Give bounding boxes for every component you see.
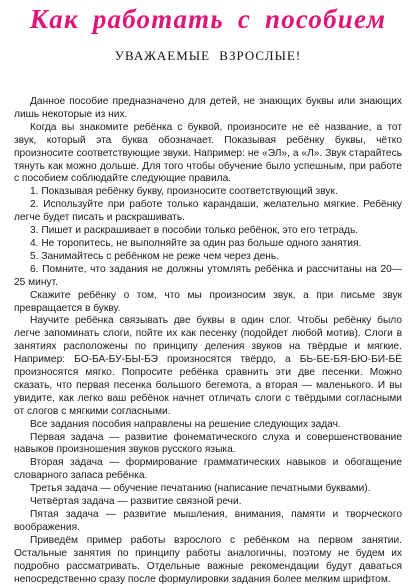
rule-item-1: 1. Показывая ребёнку букву, произносите соответствующий звук. [30, 186, 338, 198]
paragraph-tasks-intro: Все задания пособия направлены на решение следующих задач. [30, 418, 341, 430]
page [0, 4, 416, 585]
paragraph-example: Приведём пример работы взрослого с ребёнком на первом занятии. Остальные занятия по принципу работы аналогичны, поэтому не будем их подробно рассматривать. Отдельные важные рекомендации будут даваться непосредственно сразу после формулировки задания более мелким шрифтом. [14, 534, 402, 585]
paragraph-sound-letter: Скажите ребёнку о том, что мы произносим звук, а при письме звук превращается в букву. [14, 289, 402, 314]
task-4: Четвёртая задача — развитие связной речи. [30, 496, 242, 508]
page-title: Как работать с пособием [29, 4, 387, 34]
paragraph-syllables: Научите ребёнка связывать две буквы в один слог. Чтобы ребёнку было легче запоминать слоги, пойте их как песенку (подойдет любой мотив). Слоги в занятиях расположены по принципу деления звуков на твёрдые и мягкие. Например: БО-БА-БУ-БЫ-БЭ произносятся твёрдо, а БЬ-БЕ-БЯ-БЮ-БИ-БЁ произносятся мягко. Попросите ребёнка сравнить эти две песенки. Можно сказать, что первая песенка большого бегемота, а вторая — маленького. И вы увидите, как легко ваш ребёнок начнет отличать слоги с твёрдыми согласными от слогов с мягкими согласными. [14, 315, 402, 417]
paragraph-sounds: Когда вы знакомите ребёнка с буквой, произносите не её название, а тот звук, который эта буква обозначает. Показывая ребёнку буквы, чётко произносите соответствующие звуки. Например: не «ЭЛ», а «Л». Звук старайтесь тянуть как можно дольше. Для того чтобы обучение было успешным, при работе с пособием соблюдайте следующие правила. [14, 121, 402, 185]
body-text [14, 96, 402, 586]
page-subtitle: УВАЖАЕМЫЕ ВЗРОСЛЫЕ! [114, 48, 302, 63]
rule-item-4: 4. Не торопитесь, не выполняйте за один раз больше одного занятия. [30, 237, 362, 249]
rule-item-2: 2. Используйте при работе только карандаши, желательно мягкие. Ребёнку легче будет писать и раскрашивать. [14, 199, 402, 224]
task-2: Вторая задача — формирование грамматических навыков и обогащение словарного запаса ребёнка. [14, 457, 402, 482]
rule-item-5: 5. Занимайтесь с ребёнком не реже чем через день. [30, 250, 280, 262]
task-3: Третья задача — обучение печатанию (написание печатными буквами). [30, 483, 371, 495]
task-1: Первая задача — развитие фонематического слуха и совершенствование навыков произношения звуков русского языка. [14, 431, 402, 456]
rule-item-6: 6. Помните, что задания не должны утомлять ребёнка и рассчитаны на 20—25 минут. [14, 263, 402, 288]
rule-item-3: 3. Пишет и раскрашивает в пособии только ребёнок, это его тетрадь. [30, 225, 359, 237]
paragraph-intro: Данное пособие предназначено для детей, не знающих буквы или знающих лишь некоторые из них. [14, 96, 402, 120]
task-5: Пятая задача — развитие мышления, внимания, памяти и творческого воображения. [14, 509, 402, 533]
